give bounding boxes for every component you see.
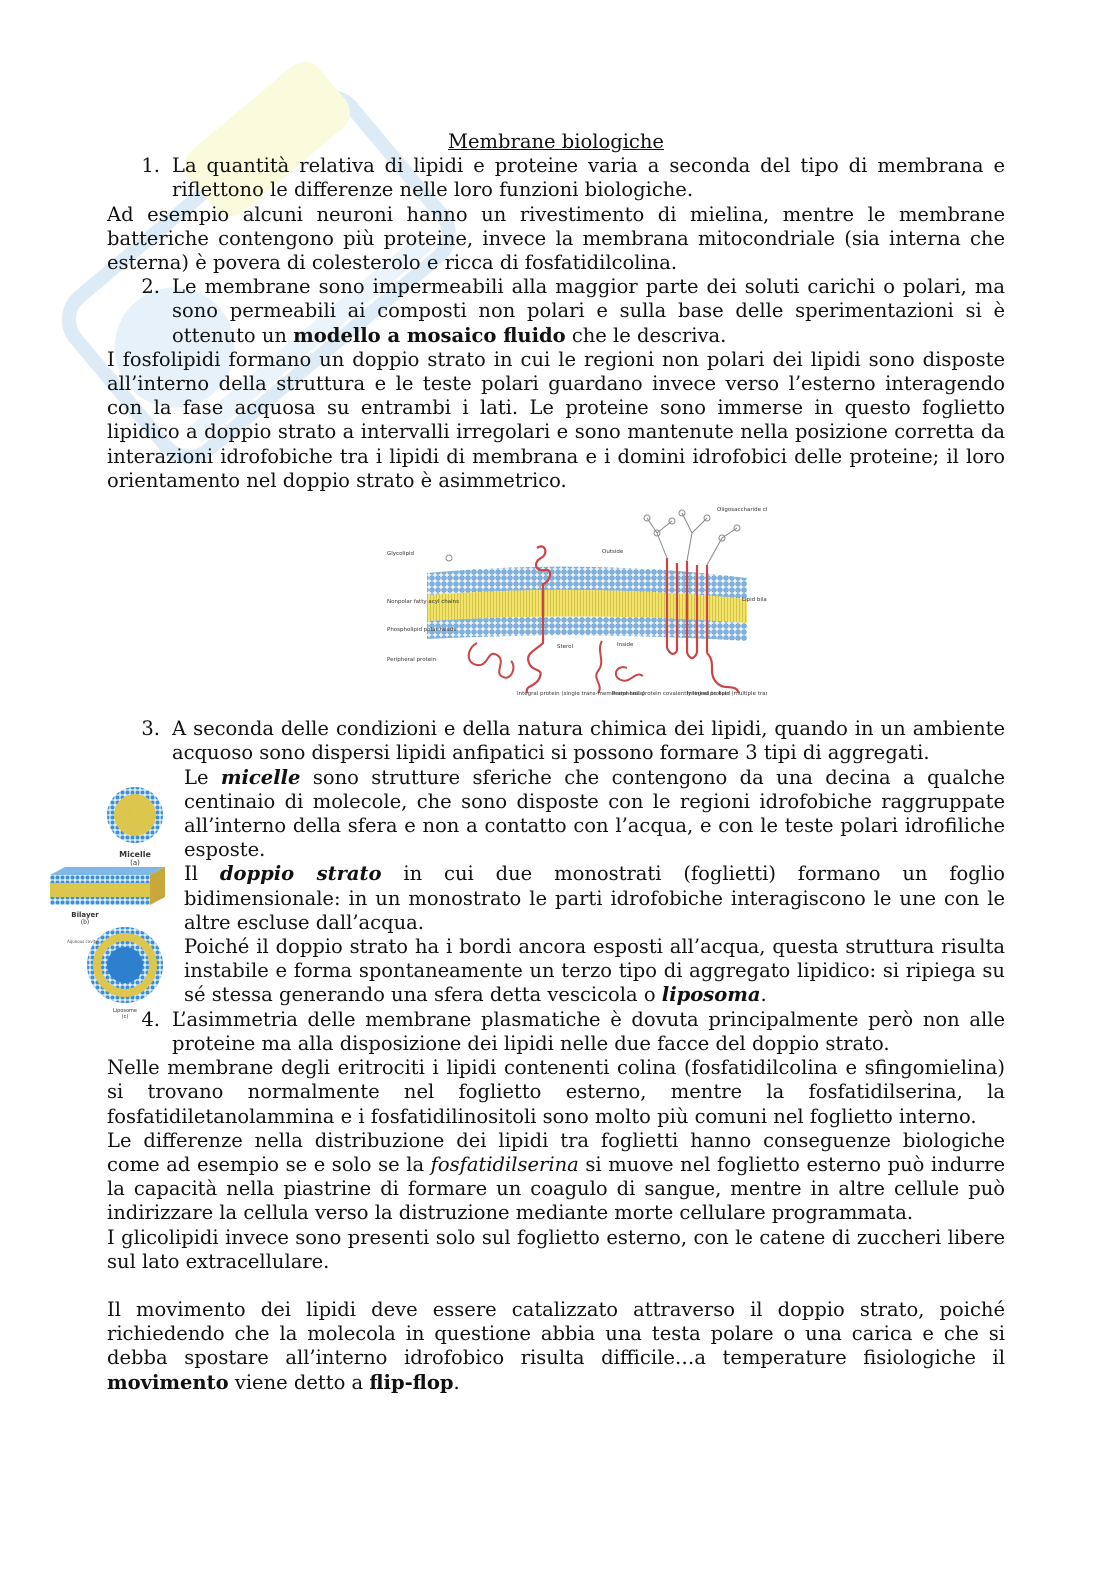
aqueous-cavity-label: Aqueous cavity	[67, 939, 98, 944]
term-phosphatidylserine: fosfatidilserina	[430, 1152, 579, 1176]
list-item-1	[107, 154, 1005, 202]
label-nonpolar: Nonpolar fatty acyl chains	[387, 599, 460, 606]
label-inside: Inside	[617, 642, 634, 649]
paragraph-micelle: Le micelle sono strutture sferiche che contengono da una decina a qualche centinaio di molecole, che sono disposte con le regioni idrofobiche raggruppate all’interno della sfera e non a contatto con l’acqua, e con le teste polari idrofiliche esposte.	[184, 765, 1005, 862]
oligosaccharide-chains	[644, 510, 740, 565]
paragraph-flip-flop: Il movimento dei lipidi deve essere catalizzato attraverso il doppio strato, poiché richiedendo che la molecola in questione abbia una testa polare o una carica e che si debba spostare all’interno idrofobico risulta difficile…a temperature fisiologiche il movimento viene detto a flip-flop.	[107, 1297, 1005, 1394]
list-number: 3.	[141, 717, 160, 741]
list-item-2	[107, 275, 1005, 348]
term-liposome: liposoma	[661, 983, 761, 1007]
paragraph-distribution: Le differenze nella distribuzione dei lipidi tra foglietti hanno conseguenze biologiche come ad esempio se e solo se la fosfatidilserina si muove nel foglietto esterno può indurre la capacità nella piastrine di formare un coagulo di sangue, mentre in altre cellule può indirizzare la cellula verso la distruzione mediante morte cellulare programmata.	[107, 1128, 1005, 1225]
list-text: Le membrane sono impermeabili alla maggior parte dei soluti carichi o polari, ma sono permeabili ai composti non polari e sulla base delle sperimentazioni si è ottenuto un modello a mosaico fluido che le descriva.	[172, 275, 1005, 347]
bilayer-icon	[50, 867, 165, 905]
micelle-sub: (a)	[130, 859, 140, 867]
paragraph-bilayer: Il doppio strato in cui due monostrati (foglietti) formano un foglio bidimensionale: in un monostrato le parti idrofobiche interagiscono le une con le altre escluse dall’acqua.	[184, 862, 1005, 934]
bilayer-label: Bilayer	[71, 911, 99, 919]
list-item-4	[107, 1008, 1005, 1056]
label-peripheral-lipid: Peripheral protein covalently linked to lipid	[612, 691, 730, 698]
lipid-aggregates-figure	[45, 785, 170, 1020]
list-text: A seconda delle condizioni e della natura chimica dei lipidi, quando in un ambiente acquoso sono dispersi lipidi anfipatici si possono formare 3 tipi di aggregati.	[172, 717, 1005, 765]
paragraph-membrane-examples: Ad esempio alcuni neuroni hanno un rivestimento di mielina, mentre le membrane batteriche contengono più proteine, invece la membrana mitocondriale (sia interna che esterna) è povera di colesterolo e ricca di fosfatidilcolina.	[107, 202, 1005, 275]
paragraph-liposome: Poiché il doppio strato ha i bordi ancora esposti all’acqua, questa struttura risulta instabile e forma spontaneamente un terzo tipo di aggregato lipidico: si ripiega su sé stessa generando una sfera detta vescicola o liposoma.	[184, 935, 1005, 1007]
label-integral-multiple: Integral protein (multiple tra	[687, 691, 766, 698]
bilayer-sub: (b)	[80, 919, 90, 926]
label-outside: Outside	[602, 549, 624, 556]
paragraph-erythrocytes: Nelle membrane degli eritrociti i lipidi contenenti colina (fosfatidilcolina e sfingomielina) si trovano normalmente nel foglietto esterno, mentre la fosfatidilserina, la fosfatidiletanolammina e i fosfatidilinositoli sono molto più comuni nel foglietto interno.	[107, 1056, 1005, 1128]
label-integral-single: Integral protein (single trans-membrane helix)	[517, 691, 645, 698]
micelle-label: Micelle	[119, 850, 151, 859]
membrane-diagram	[387, 503, 767, 703]
liposome-label: Liposome	[112, 1008, 138, 1014]
inner-leaflet	[427, 617, 747, 642]
bold-term-movement: movimento	[107, 1370, 229, 1394]
term-bilayer: doppio strato	[219, 862, 382, 886]
glycolipid-head	[446, 555, 452, 561]
bold-term-fluid-mosaic: modello a mosaico fluido	[293, 323, 566, 347]
aggregates-block	[107, 766, 1005, 1008]
bold-term-flip-flop: flip-flop	[369, 1370, 454, 1394]
term-micelle: micelle	[220, 765, 301, 789]
label-sterol: Sterol	[557, 644, 574, 651]
liposome-icon	[87, 927, 163, 1003]
label-lipid-bilayer: Lipid bila	[742, 597, 767, 604]
paragraph-glycolipids: I glicolipidi invece sono presenti solo sul foglietto esterno, con le catene di zuccheri libere sul lato extracellulare.	[107, 1225, 1005, 1273]
list-number: 2.	[141, 275, 160, 299]
list-number: 4.	[141, 1007, 160, 1031]
liposome-sub: (c)	[121, 1014, 129, 1020]
paragraph-phospholipids: I fosfolipidi formano un doppio strato in cui le regioni non polari dei lipidi sono disposte all’interno della struttura e le teste polari guardano invece verso l’esterno interagendo con la fase acquosa su entrambi i lati. Le proteine sono immerse in questo foglietto lipidico a doppio strato a intervalli irregolari e sono mantenute nella posizione corretta da interazioni idrofobiche tra i lipidi di membrana e i domini idrofobici delle proteine; il loro orientamento nel doppio strato è asimmetrico.	[107, 347, 1005, 492]
list-item-3	[107, 717, 1005, 765]
label-oligosaccharide: Oligosaccharide c	[717, 507, 766, 514]
page-title: Membrane biologiche	[448, 130, 664, 153]
peripheral-protein	[469, 641, 643, 693]
label-glycolipid: Glycolipid	[387, 551, 415, 558]
label-polar-heads: Phospholipid polar heads	[387, 627, 457, 634]
list-text: L’asimmetria delle membrane plasmatiche è dovuta principalmente però non alle proteine ma alla disposizione dei lipidi nelle due facce del doppio strato.	[172, 1007, 1005, 1055]
list-text: La quantità relativa di lipidi e proteine varia a seconda del tipo di membrana e riflettono le differenze nelle loro funzioni biologiche.	[172, 154, 1005, 202]
document-body	[107, 130, 1005, 1395]
list-number: 1.	[141, 154, 160, 178]
micelle-icon	[107, 787, 163, 843]
label-peripheral: Peripheral protein	[387, 657, 437, 664]
